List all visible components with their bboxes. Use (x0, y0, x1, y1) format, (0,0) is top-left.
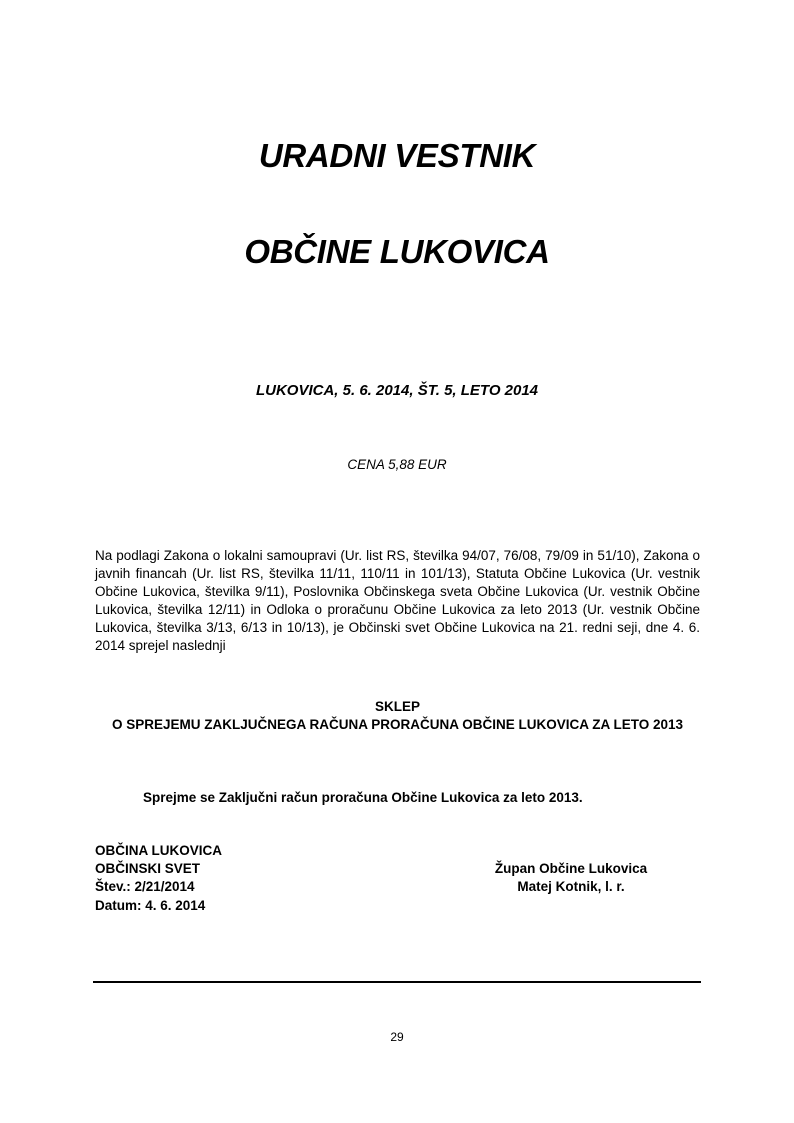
price-line: CENA 5,88 EUR (347, 457, 447, 472)
signature-municipality: OBČINA LUKOVICA (95, 843, 222, 858)
signature-date: Datum: 4. 6. 2014 (95, 898, 206, 913)
signature-mayor-name: Matej Kotnik, l. r. (517, 879, 625, 894)
signature-mayor-title: Župan Občine Lukovica (494, 861, 648, 876)
legal-preamble: Na podlagi Zakona o lokalni samoupravi (Ur. list RS, številka 94/07, 76/08, 79/09 in 51/10), Zakona o javnih financah (Ur. list RS, številka 11/11, 110/11 in 101/13), Statuta Občine Lukovica (Ur. vestnik Občine Lukovica, številka 9/11), Poslovnika Občinskega sveta Občine Lukovica (Ur. vestnik Občine Lukovica, številka 12/11) in Odloka o proračunu Občine Lukovica za leto 2013 (Ur. vestnik Občine Lukovica, številka 3/13, 6/13 in 10/13), je Občinski svet Občine Lukovica na 21. redni seji, dne 4. 6. 2014 sprejel naslednji (95, 548, 700, 653)
resolution-subheading: O SPREJEMU ZAKLJUČNEGA RAČUNA PRORAČUNA OBČINE LUKOVICA ZA LETO 2013 (111, 717, 684, 732)
signature-reference-number: Štev.: 2/21/2014 (95, 879, 195, 894)
resolution-heading: SKLEP (374, 699, 420, 714)
resolution-text: Sprejme se Zaključni račun proračuna Občine Lukovica za leto 2013. (143, 790, 583, 805)
gazette-subtitle: OBČINE LUKOVICA (244, 233, 550, 270)
page-number: 29 (390, 1030, 404, 1044)
signature-council: OBČINSKI SVET (95, 861, 201, 876)
gazette-title: URADNI VESTNIK (258, 137, 536, 174)
issue-line: LUKOVICA, 5. 6. 2014, ŠT. 5, LETO 2014 (255, 382, 539, 399)
footer-divider (93, 981, 701, 983)
